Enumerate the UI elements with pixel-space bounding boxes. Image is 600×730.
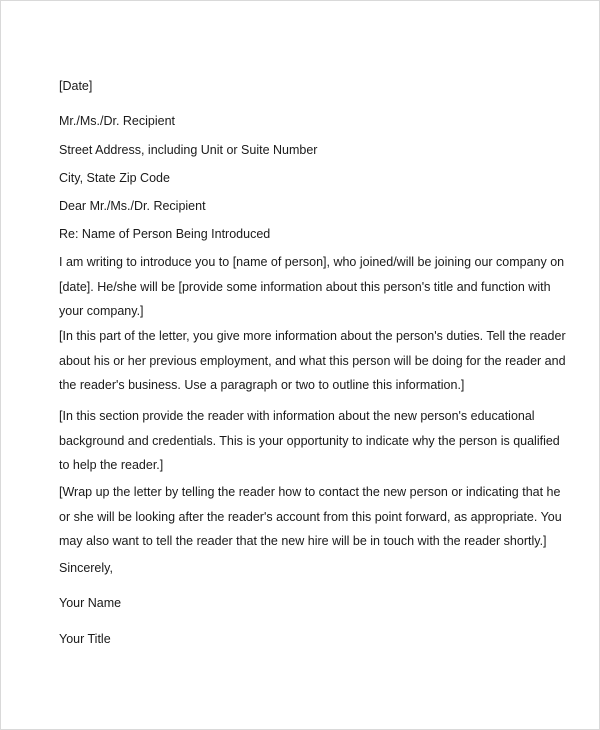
paragraph-line: about his or her previous employment, and what this person will be doing for the reader and: [59, 353, 566, 368]
closing-line: Sincerely,: [59, 561, 113, 575]
paragraph-closing-remarks: [59, 480, 562, 554]
paragraph-line: [In this section provide the reader with information about the new person's educational: [59, 409, 535, 423]
paragraph-line: your company.]: [59, 304, 144, 318]
date-line: [Date]: [59, 79, 93, 93]
street-address-line: Street Address, including Unit or Suite Number: [59, 143, 318, 157]
paragraph-background: [59, 404, 560, 478]
paragraph-introduction: [59, 250, 565, 324]
city-state-zip-line: City, State Zip Code: [59, 171, 170, 185]
paragraph-line: [date]. He/she will be [provide some information about this person's title and function with: [59, 279, 551, 294]
paragraph-line: to help the reader.]: [59, 458, 164, 472]
signature-name-line: Your Name: [59, 596, 122, 610]
paragraph-line: or she will be looking after the reader's account from this point forward, as appropriate. You: [59, 509, 562, 524]
recipient-line: Mr./Ms./Dr. Recipient: [59, 114, 175, 128]
paragraph-line: may also want to tell the reader that the new hire will be in touch with the reader shortly.]: [59, 534, 547, 548]
salutation-line: Dear Mr./Ms./Dr. Recipient: [59, 199, 206, 213]
subject-line: Re: Name of Person Being Introduced: [59, 227, 271, 241]
paragraph-line: the reader's business. Use a paragraph or two to outline this information.]: [59, 378, 465, 392]
paragraph-line: [Wrap up the letter by telling the reader how to contact the new person or indicating that he: [59, 485, 561, 499]
signature-title-line: Your Title: [59, 632, 111, 646]
paragraph-line: I am writing to introduce you to [name of person], who joined/will be joining our company on: [59, 255, 565, 269]
paragraph-line: [In this part of the letter, you give more information about the person's duties. Tell the reader: [59, 329, 566, 343]
paragraph-duties: [59, 324, 566, 398]
paragraph-line: background and credentials. This is your opportunity to indicate why the person is qualified: [59, 433, 560, 448]
